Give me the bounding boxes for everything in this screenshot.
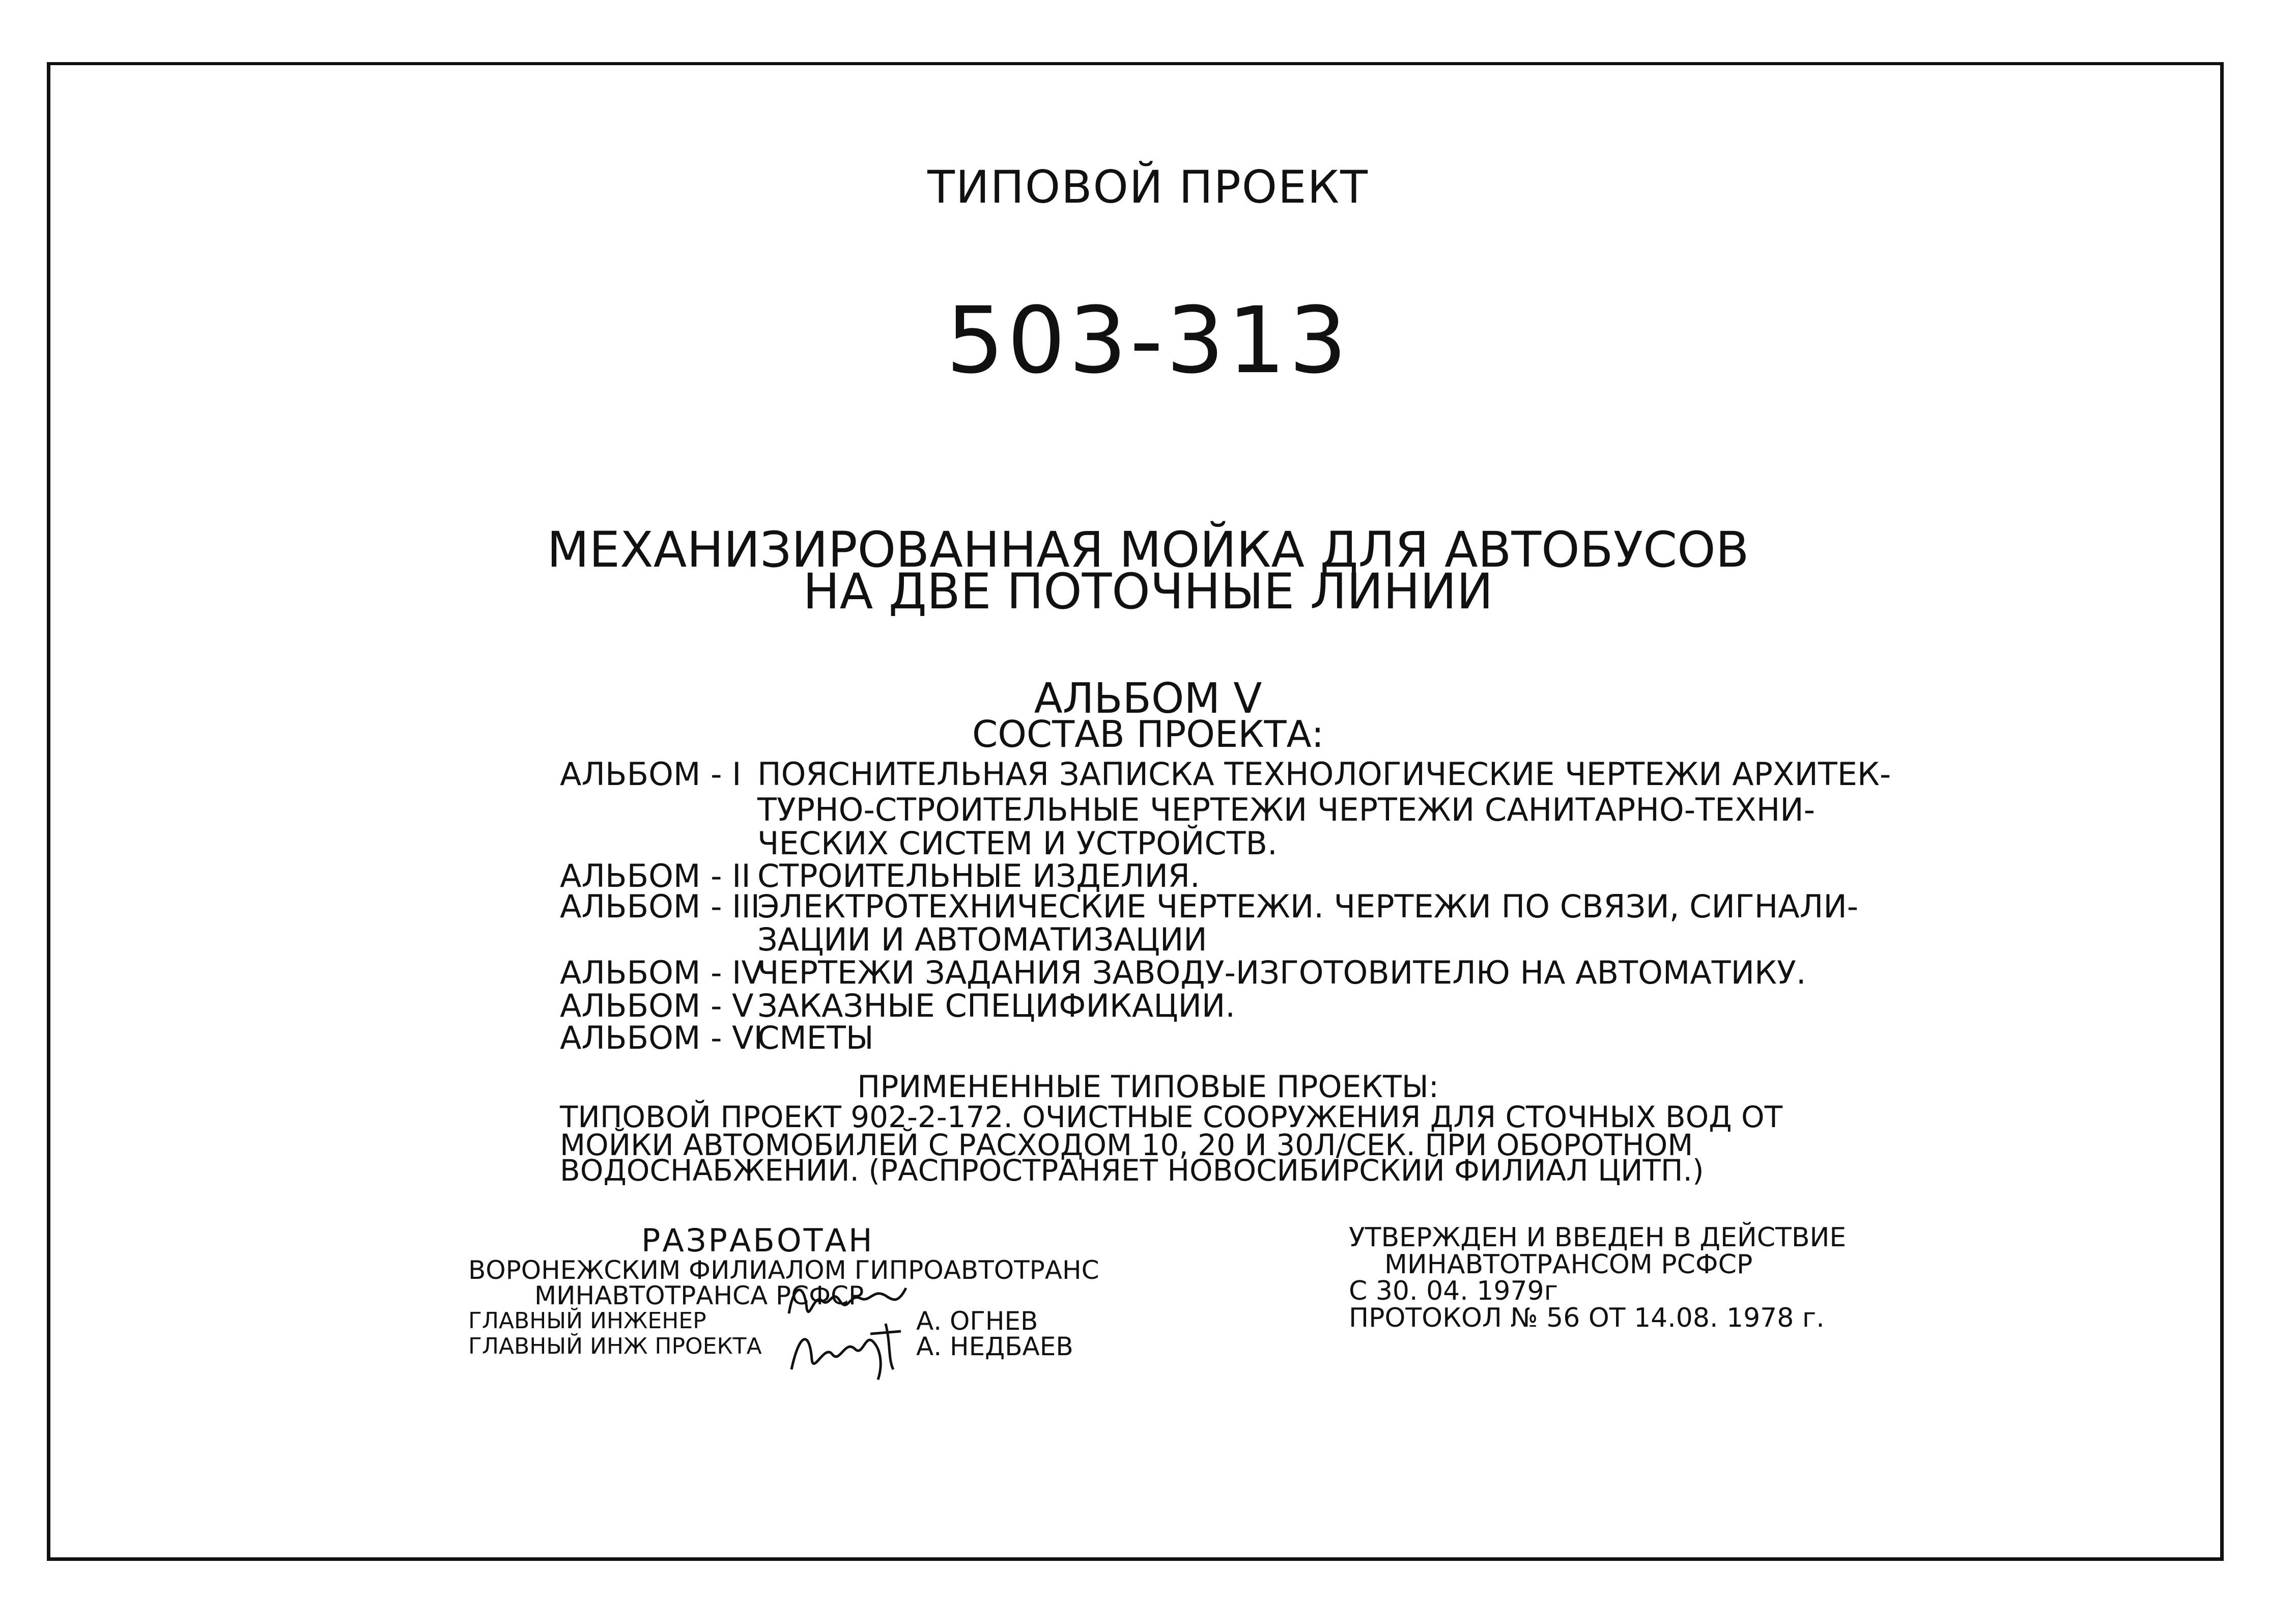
composition-heading: СОСТАВ ПРОЕКТА: xyxy=(972,713,1324,755)
album-text-line: ЭЛЕКТРОТЕХНИЧЕСКИЕ ЧЕРТЕЖИ. ЧЕРТЕЖИ ПО СВЯЗИ, СИГНАЛИ- xyxy=(757,888,1859,925)
album-label: АЛЬБОМ - V xyxy=(560,987,754,1024)
applied-projects-heading: ПРИМЕНЕННЫЕ ТИПОВЫЕ ПРОЕКТЫ: xyxy=(857,1069,1439,1105)
signature-nedbaev xyxy=(784,1313,916,1385)
approval-date: С 30. 04. 1979г xyxy=(1349,1276,1558,1306)
developer-ministry: МИНАВТОТРАНСА РСФСР xyxy=(534,1281,864,1310)
current-album: АЛЬБОМ V xyxy=(1034,675,1262,723)
approval-line-1: УТВЕРЖДЕН И ВВЕДЕН В ДЕЙСТВИЕ xyxy=(1349,1222,1847,1253)
applied-project-line: МОЙКИ АВТОМОБИЛЕЙ С РАСХОДОМ 10, 20 И 30Л/СЕК. ПРИ ОБОРОТНОМ xyxy=(560,1128,1693,1162)
project-number: 503-313 xyxy=(946,288,1350,394)
album-text-line: ПОЯСНИТЕЛЬНАЯ ЗАПИСКА ТЕХНОЛОГИЧЕСКИЕ ЧЕРТЕЖИ АРХИТЕК- xyxy=(757,755,1891,793)
approval-protocol: ПРОТОКОЛ № 56 ОТ 14.08. 1978 г. xyxy=(1349,1303,1825,1333)
album-text-line: ТУРНО-СТРОИТЕЛЬНЫЕ ЧЕРТЕЖИ ЧЕРТЕЖИ САНИТАРНО-ТЕХНИ- xyxy=(757,791,1815,828)
album-label: АЛЬБОМ - I xyxy=(560,755,742,793)
applied-project-line: ТИПОВОЙ ПРОЕКТ 902-2-172. ОЧИСТНЫЕ СООРУЖЕНИЯ ДЛЯ СТОЧНЫХ ВОД ОТ xyxy=(560,1100,1783,1134)
album-text-line: ЧЕРТЕЖИ ЗАДАНИЯ ЗАВОДУ-ИЗГОТОВИТЕЛЮ НА АВТОМАТИКУ. xyxy=(757,954,1806,991)
title-line-2: НА ДВЕ ПОТОЧНЫЕ ЛИНИИ xyxy=(803,563,1493,620)
album-label: АЛЬБОМ - II xyxy=(560,857,751,894)
applied-project-line: ВОДОСНАБЖЕНИИ. (РАСПРОСТРАНЯЕТ НОВОСИБИРСКИЙ ФИЛИАЛ ЦИТП.) xyxy=(560,1153,1704,1188)
album-label: АЛЬБОМ - III xyxy=(560,888,760,925)
developer-org: ВОРОНЕЖСКИМ ФИЛИАЛОМ ГИПРОАВТОТРАНС xyxy=(468,1255,1099,1285)
chief-project-engineer-label: ГЛАВНЫЙ ИНЖ ПРОЕКТА xyxy=(468,1333,762,1359)
album-text-line: ЗАКАЗНЫЕ СПЕЦИФИКАЦИИ. xyxy=(757,987,1235,1024)
album-text-line: ЧЕСКИХ СИСТЕМ И УСТРОЙСТВ. xyxy=(757,825,1278,862)
album-text-line: СТРОИТЕЛЬНЫЕ ИЗДЕЛИЯ. xyxy=(757,857,1200,894)
title-line-1: МЕХАНИЗИРОВАННАЯ МОЙКА ДЛЯ АВТОБУСОВ xyxy=(547,521,1749,578)
developed-heading: РАЗРАБОТАН xyxy=(641,1222,874,1259)
album-text-line: ЗАЦИИ И АВТОМАТИЗАЦИИ xyxy=(757,921,1207,958)
document-type: ТИПОВОЙ ПРОЕКТ xyxy=(927,161,1369,213)
approval-line-2: МИНАВТОТРАНСОМ РСФСР xyxy=(1384,1249,1753,1280)
chief-engineer-label: ГЛАВНЫЙ ИНЖЕНЕР xyxy=(468,1308,706,1334)
album-label: АЛЬБОМ - VI xyxy=(560,1019,763,1056)
chief-engineer-name: А. ОГНЕВ xyxy=(916,1306,1038,1336)
chief-project-engineer-name: А. НЕДБАЕВ xyxy=(916,1332,1073,1361)
album-text-line: СМЕТЫ xyxy=(757,1019,874,1056)
album-label: АЛЬБОМ - IV xyxy=(560,954,763,991)
